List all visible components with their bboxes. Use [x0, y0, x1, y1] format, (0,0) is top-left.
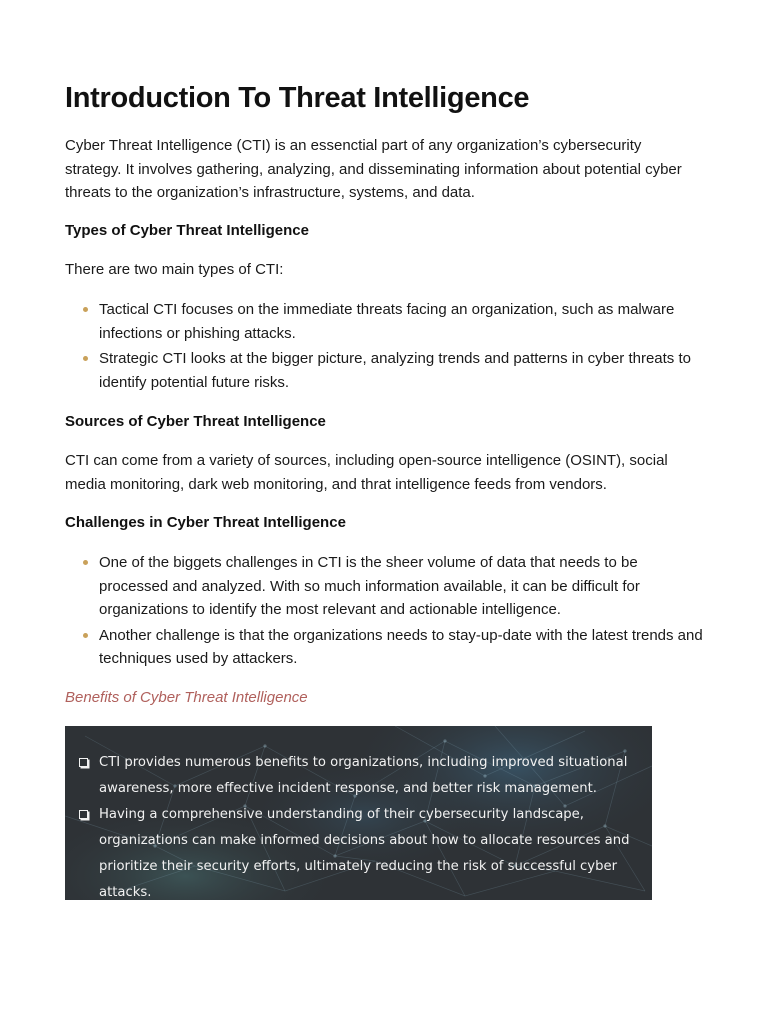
challenges-heading: Challenges in Cyber Threat Intelligence: [65, 514, 346, 531]
list-item: [65, 551, 705, 622]
types-heading: Types of Cyber Threat Intelligence: [65, 222, 309, 239]
dot-bullet-icon: [83, 356, 88, 361]
list-item-text: Tactical CTI focuses on the immediate threats facing an organization, such as malware infections or phishing attacks.: [99, 301, 675, 342]
list-item: [65, 624, 705, 671]
benefits-banner-image: [65, 726, 652, 900]
page-title: Introduction To Threat Intelligence: [65, 82, 530, 114]
types-lead: There are two main types of CTI:: [65, 261, 284, 278]
list-item: [79, 802, 644, 900]
benefits-link[interactable]: Benefits of Cyber Threat Intelligence: [65, 689, 308, 706]
dot-bullet-icon: [83, 560, 88, 565]
intro-paragraph: Cyber Threat Intelligence (CTI) is an essenctial part of any organization’s cybersecurity strategy. It involves gathering, analyzing, and disseminating information about potential cyber threats to the organization’s infrastructure, systems, and data.: [65, 137, 682, 201]
challenges-list: [65, 551, 705, 673]
dot-bullet-icon: [83, 307, 88, 312]
checkbox-bullet-icon: [79, 758, 88, 767]
sources-heading: Sources of Cyber Threat Intelligence: [65, 413, 326, 430]
list-item-text: One of the biggets challenges in CTI is the sheer volume of data that needs to be processed and analyzed. With so much information available, it can be difficult for organizations to identify the most relevant and actionable intelligence.: [99, 554, 640, 618]
sources-paragraph: CTI can come from a variety of sources, including open-source intelligence (OSINT), social media monitoring, dark web monitoring, and thrat intelligence feeds from vendors.: [65, 452, 668, 493]
list-item: [65, 347, 705, 394]
list-item-text: CTI provides numerous benefits to organizations, including improved situational awareness, more effective incident response, and better risk management.: [99, 755, 628, 796]
checkbox-bullet-icon: [79, 810, 88, 819]
list-item-text: Another challenge is that the organizations needs to stay-up-date with the latest trends and techniques used by attackers.: [99, 626, 703, 667]
list-item-text: Having a comprehensive understanding of their cybersecurity landscape, organizations can make informed decisions about how to allocate resources and prioritize their security efforts, ultimately reducing the risk of successful cyber attacks.: [99, 807, 630, 900]
list-item: [65, 298, 705, 345]
benefits-list: [79, 750, 644, 900]
list-item: [79, 750, 644, 802]
types-list: [65, 298, 705, 396]
list-item-text: Strategic CTI looks at the bigger picture, analyzing trends and patterns in cyber threats to identify potential future risks.: [99, 350, 691, 391]
dot-bullet-icon: [83, 633, 88, 638]
